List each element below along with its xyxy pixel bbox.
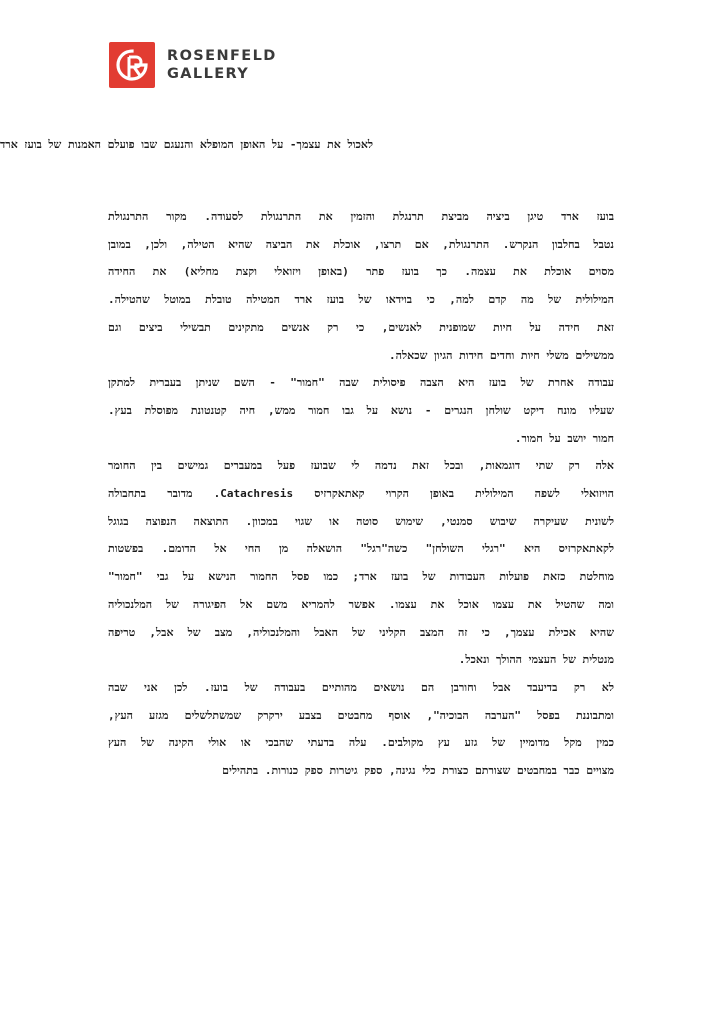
paragraph-line: המילולית של מה קדם למה, כי בוידאו של בועז ארד המטילה טובלת במוטל שהטילה. — [108, 293, 614, 307]
logo-line-2: GALLERY — [167, 66, 250, 82]
paragraph-line: לא רק בדיעבד אבל וחורבן הם נושאים מהותיים בעבודה של בועז. לכן אני שבה — [108, 680, 614, 694]
paragraph-line: מצויים כבר במחבטים שצורתם כצורת כלי נגינה, ספק גיטרות ספק כנורות. בתהילים — [222, 764, 614, 778]
paragraph-line: אלה רק שתי דוגמאות, ובכל זאת נדמה לי שבועז פעל במעברים גמישים בין החומר — [108, 459, 614, 473]
paragraph-line: נטבל בחלבון הנקרש. התרנגולת, אם תרצו, אוכלת את הביצה שהיא הטילה, ולכן, במובן — [108, 237, 614, 251]
paragraph-line: חמור יושב על חמור. — [514, 431, 614, 445]
paragraph-line: ומה שהטיל את עצמו אוכל את עצמו. אפשר להמריא משם אל הפיגורה של המלנכוליה — [108, 597, 614, 611]
paragraph-line: מוחלטת כזאת פועלות העבודות של בועז ארד; כמו פסל החמור הנישא על גבי "חמור" — [108, 570, 614, 584]
paragraph-line: ומתבוננת בפסל "הערבה הבוכיה", אוסף מחבטים בצבע ירקרק שמשתלשלים מגזע העץ, — [108, 708, 614, 722]
document-title-text: לאכול את עצמך- על האופן המופלא והנעגם שבו פועלם האמנות של בועז ארד — [0, 138, 374, 151]
paragraph — [108, 674, 614, 785]
paragraph — [108, 452, 614, 674]
paragraph — [108, 203, 614, 369]
paragraph-line: כמין מקל מדומיין של גזע עץ מקולבים. עלה בדעתי שהבכי או אולי הקינה של העץ — [108, 736, 614, 750]
paragraph — [108, 369, 614, 452]
paragraph-line: ממשילים משלי חיות וחדים חידות הגיון שכאלה. — [389, 348, 614, 362]
logo-mark-icon — [109, 42, 155, 88]
paragraph-line: שהיא אכילת עצמך, כי זה המצב הקליני של האבל והמלנכוליה, מצב של אבל, טריפה — [108, 625, 614, 639]
paragraph-line: זאת חידה על חיות שמופנית לאנשים, כי רק אנשים מתקינים תבשילי ביצים וגם — [108, 320, 614, 334]
paragraph-line: לקאתאקרזיס היא "רגלי השולחן" כשה"רגל" הושאלה מן החי אל הדומם. בפשטות — [108, 542, 614, 556]
document-body — [108, 203, 614, 785]
logo-wordmark — [167, 47, 277, 83]
paragraph-line: לשונית שעיקרה שיבוש סמנטי, שימוש סוטה או שגוי במכוון. התוצאה הנפוצה בגוגל — [108, 514, 614, 528]
logo-line-1: ROSENFELD — [167, 48, 277, 64]
document-title — [0, 138, 614, 151]
paragraph-line: מנטלית של העצמי ההולך ונאכל. — [458, 653, 614, 667]
paragraph-line: עבודה אחרת של בועז היא הצבה פיסולית שבה "חמור" - השם שניתן בעברית למתקן — [108, 376, 614, 390]
paragraph-line: הויזואלי לשפה המילולית באופן הקרוי קאתאקרזיס Catachresis. מדובר בתחבולה — [108, 487, 614, 501]
paragraph-line: מסוים אוכלת את עצמה. כך בועז פתר (באופן ויזואלי וקצת מחליא) את החידה — [108, 265, 614, 279]
paragraph-line: שעליו מונח דיקט שולחן הנגרים - נושא על גבו חמור ממש, חיה קטנטונת מפוסלת בעץ. — [108, 403, 614, 417]
gallery-logo — [109, 40, 277, 90]
paragraph-line: בועז ארד טיגן ביציה מביצת תרנגלת והזמין את התרנגולת לסעודה. מקור התרנגולת — [108, 210, 614, 223]
